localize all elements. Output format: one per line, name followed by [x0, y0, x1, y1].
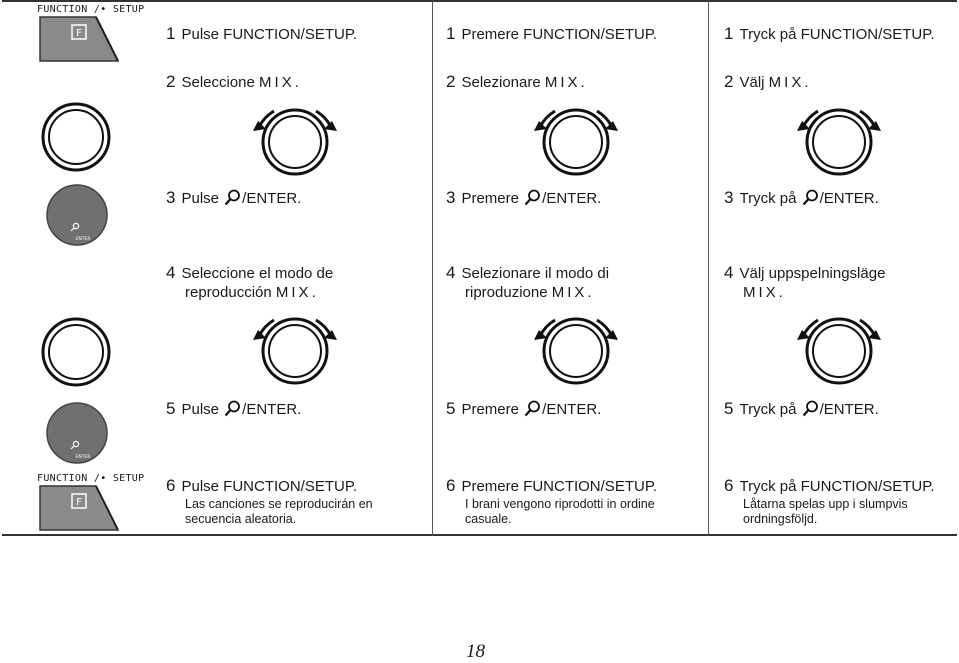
column-divider-1	[432, 1, 433, 536]
page-number: 18	[466, 641, 485, 662]
step-5: 5 Pulse /ENTER.	[166, 399, 302, 418]
f-key-letter: F	[76, 28, 82, 39]
jog-dial-icon	[531, 304, 621, 390]
jog-dial-icon	[794, 304, 884, 390]
step-5: 5 Premere /ENTER.	[446, 399, 602, 418]
step-3: 3 Premere /ENTER.	[446, 188, 602, 207]
function-key-icon	[38, 484, 120, 532]
step-1: 1 Pulse FUNCTION/SETUP.	[166, 24, 358, 43]
jog-dial-icon	[250, 95, 340, 181]
step-6-note: I brani vengono riprodotti in ordine casuale.	[465, 497, 655, 526]
svg-text:ENTER: ENTER	[75, 237, 91, 242]
step-4: 4 Välj uppspelningsläge MIX.	[724, 263, 886, 301]
step-6: 6 Pulse FUNCTION/SETUP.	[166, 476, 358, 495]
jog-dial-icon	[794, 95, 884, 181]
magnifier-icon	[524, 400, 541, 417]
step-2: 2 Seleccione MIX.	[166, 72, 299, 91]
svg-text:F: F	[76, 497, 82, 508]
jog-dial-icon	[40, 316, 112, 388]
step-6: 6 Premere FUNCTION/SETUP.	[446, 476, 658, 495]
step-2: 2 Selezionare MIX.	[446, 72, 585, 91]
step-6-note: Låtarna spelas upp i slumpvis ordningsföljd.	[743, 497, 908, 526]
column-divider-2	[708, 1, 709, 536]
magnifier-icon	[524, 189, 541, 206]
step-5: 5 Tryck på /ENTER.	[724, 399, 879, 418]
step-2: 2 Välj MIX.	[724, 72, 809, 91]
function-setup-key-label: FUNCTION /• SETUP	[37, 4, 145, 15]
function-setup-key-label: FUNCTION /• SETUP	[37, 473, 145, 484]
step-4: 4 Selezionare il modo di riproduzione MIX.	[446, 263, 610, 301]
step-1: 1 Premere FUNCTION/SETUP.	[446, 24, 658, 43]
svg-text:ENTER: ENTER	[75, 455, 91, 460]
jog-dial-icon	[40, 101, 112, 173]
function-key-icon	[38, 15, 120, 63]
bottom-rule	[2, 534, 957, 536]
enter-button-icon	[45, 400, 109, 466]
step-6-note: Las canciones se reproducirán en secuencia aleatoria.	[185, 497, 373, 526]
magnifier-icon	[802, 189, 819, 206]
step-3: 3 Tryck på /ENTER.	[724, 188, 879, 207]
step-6: 6 Tryck på FUNCTION/SETUP.	[724, 476, 935, 495]
step-1: 1 Tryck på FUNCTION/SETUP.	[724, 24, 935, 43]
top-rule	[2, 0, 957, 2]
jog-dial-icon	[250, 304, 340, 390]
magnifier-icon	[802, 400, 819, 417]
magnifier-icon	[224, 189, 241, 206]
magnifier-icon	[224, 400, 241, 417]
jog-dial-icon	[531, 95, 621, 181]
step-4: 4 Seleccione el modo de reproducción MIX.	[166, 263, 334, 301]
enter-button-icon	[45, 182, 109, 248]
step-3: 3 Pulse /ENTER.	[166, 188, 302, 207]
